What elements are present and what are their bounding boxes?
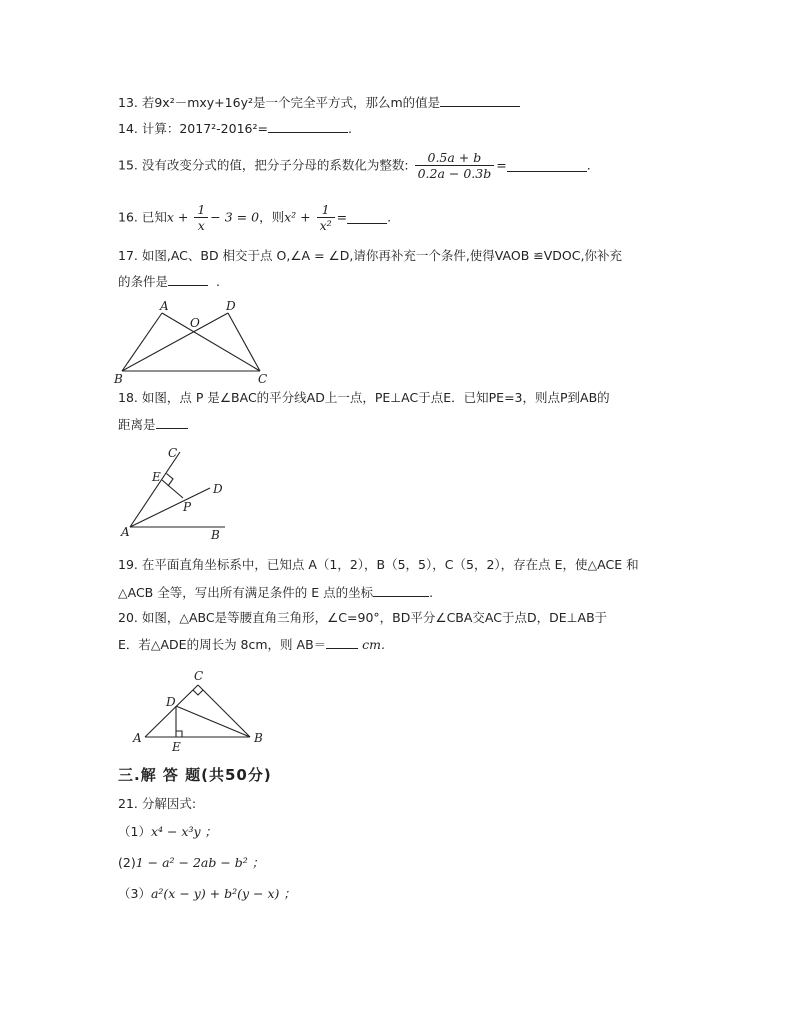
fig20-label-b: B [254, 731, 263, 745]
fig20-label-c: C [194, 669, 204, 683]
q19-answer-blank[interactable] [373, 584, 429, 597]
q16-fraction-2 [317, 202, 335, 233]
fig18-label-b: B [211, 528, 220, 540]
q17-line1: 17. 如图,AC、BD 相交于点 O,∠A = ∠D,请你再补充一个条件,使得VAOB ≌VDOC,你补充 [118, 248, 622, 263]
q18-answer-blank[interactable] [156, 416, 188, 429]
fig18-label-c: C [168, 446, 178, 460]
question-18-line-1 [118, 390, 610, 406]
q15-end: . [586, 157, 591, 173]
q16-answer-blank[interactable] [347, 211, 387, 224]
figure-17 [110, 295, 280, 387]
q15-answer-blank[interactable] [507, 159, 587, 172]
fig17-label-d: D [226, 299, 236, 313]
q21-p1-label: （1） [118, 824, 151, 839]
q15-fraction [415, 150, 495, 181]
q21-p2-label: (2) [118, 855, 136, 870]
q14-text: 14. 计算：2017²-2016²= [118, 121, 268, 136]
question-13 [118, 94, 520, 111]
q15-equals: = [496, 157, 507, 173]
q17-line2: 的条件是 [118, 274, 169, 289]
fig20-label-e: E [172, 740, 181, 754]
q16-expr-a: x + [166, 209, 189, 225]
q17-end: . [215, 274, 220, 289]
fig17-label-a: A [160, 299, 169, 313]
question-14 [118, 120, 352, 137]
fig18-label-p: P [183, 500, 192, 514]
fig17-label-c: C [258, 372, 268, 386]
question-16 [118, 202, 391, 233]
q16-frac1-num: 1 [194, 202, 208, 218]
fig17-line-bd [122, 313, 228, 371]
fig18-label-d: D [213, 482, 223, 496]
q13-text: 13. 若9x²－mxy+16y²是一个完全平方式，那么m的值是 [118, 95, 441, 110]
q13-answer-blank[interactable] [440, 94, 520, 107]
question-20-line-2 [118, 636, 385, 653]
q16-frac2-den: x² [319, 218, 332, 233]
q17-answer-blank[interactable] [168, 273, 208, 286]
fig20-right-angle-mark-e [176, 731, 182, 737]
q18-line1: 18. 如图，点 P 是∠BAC的平分线AD上一点，PE⊥AC于点E．已知PE=3，则点P到AB的 [118, 390, 610, 405]
fig17-label-b: B [114, 372, 123, 386]
fig20-right-angle-mark-c [193, 690, 203, 695]
question-21-part-1 [118, 824, 217, 840]
q16-end: . [387, 209, 392, 225]
figure-20 [130, 665, 270, 755]
fig20-side-cb [198, 685, 250, 737]
q16-equals: = [336, 209, 348, 225]
question-21-part-2 [118, 855, 264, 871]
q16-frac1-den: x [197, 218, 205, 233]
q15-denominator: 0.2a − 0.3b [417, 166, 492, 181]
q21-p3-label: （3） [118, 886, 151, 901]
fig20-side-ac [145, 685, 198, 737]
q15-numerator: 0.5a + b [415, 150, 495, 166]
q16-frac2-num: 1 [317, 202, 335, 218]
q18-line2: 距离是 [118, 417, 156, 432]
fig20-label-d: D [166, 695, 176, 709]
q20-answer-blank[interactable] [326, 636, 358, 649]
question-19-line-2 [118, 584, 433, 601]
q19-line1: 19. 在平面直角坐标系中，已知点 A（1，2），B（5，5），C（5，2），存在点 E，使△ACE 和 [118, 557, 639, 572]
question-21-part-3 [118, 886, 296, 902]
section-3-title: 三.解 答 题(共50分) [118, 766, 272, 784]
q16-pre: 16. 已知 [118, 209, 167, 225]
fig20-bisector-bd [176, 706, 250, 737]
fig17-line-cd [228, 313, 260, 371]
q20-line2: E．若△ADE的周长为 8cm，则 AB＝ [118, 637, 327, 652]
q19-end: . [429, 585, 434, 600]
q21-text: 21. 分解因式: [118, 796, 197, 811]
question-15 [118, 150, 591, 181]
question-17-line-2 [118, 273, 220, 290]
q21-p2-expr: 1 − a² − 2ab − b² ； [135, 855, 265, 870]
q14-answer-blank[interactable] [268, 120, 348, 133]
question-17-line-1 [118, 248, 622, 264]
fig20-label-a: A [133, 731, 142, 745]
q21-p3-expr: a²(x − y) + b²(y − x) ； [150, 886, 296, 901]
question-18-line-2 [118, 416, 188, 433]
fig18-perpendicular-pe [162, 480, 183, 498]
q16-mid: ，则 [259, 209, 285, 225]
question-20-line-1 [118, 610, 607, 626]
q16-fraction-1 [194, 202, 208, 233]
q21-p1-expr: x⁴ − x³y ； [150, 824, 218, 839]
q15-text: 15. 没有改变分式的值，把分子分母的系数化为整数: [118, 157, 409, 173]
fig18-ray-ad [130, 488, 210, 527]
question-21 [118, 796, 196, 812]
fig17-line-ab [122, 313, 162, 371]
question-19-line-1 [118, 557, 639, 573]
fig18-label-e: E [152, 470, 161, 484]
q20-line1: 20. 如图，△ABC是等腰直角三角形，∠C=90°，BD平分∠CBA交AC于点D，DE⊥AB于 [118, 610, 608, 625]
figure-18 [115, 440, 240, 540]
q19-line2: △ACB 全等，写出所有满足条件的 E 点的坐标 [118, 585, 374, 600]
fig17-label-o: O [190, 316, 200, 330]
fig18-label-a: A [121, 525, 130, 539]
q16-expr-c: x² + [284, 209, 311, 225]
q20-unit: cm. [362, 637, 385, 652]
q14-end: . [347, 121, 352, 136]
q16-expr-b: − 3 = 0 [210, 209, 260, 225]
